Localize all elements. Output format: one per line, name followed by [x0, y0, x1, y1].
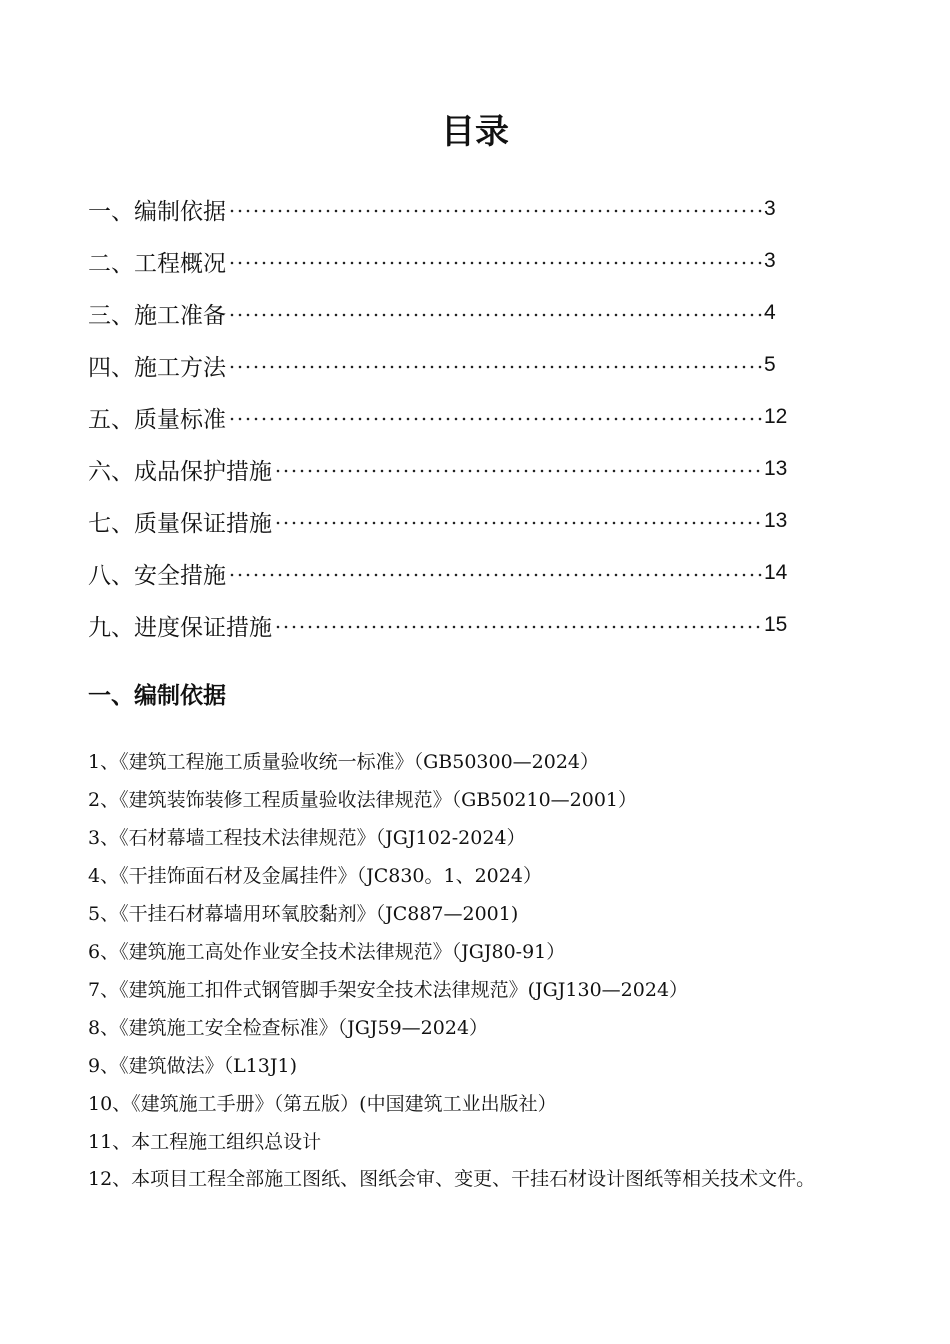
toc-entry[interactable]: [88, 495, 788, 547]
reference-item: 1、《建筑工程施工质量验收统一标准》（GB50300—2024）: [88, 751, 600, 773]
toc-entry-page: 4: [764, 301, 776, 324]
toc-dot-leader: [274, 469, 762, 473]
toc-dot-leader: [274, 521, 762, 525]
reference-list: [88, 743, 868, 1198]
toc-entry[interactable]: [88, 599, 788, 651]
toc-dot-leader: [274, 625, 762, 629]
reference-item: 5、《干挂石材幕墙用环氧胶黏剂》（JC887—2001): [88, 903, 519, 925]
toc-entry-page: 5: [764, 353, 776, 376]
reference-item: 2、《建筑装饰装修工程质量验收法律规范》（GB50210—2001）: [88, 789, 638, 811]
reference-item: 7、《建筑施工扣件式钢管脚手架安全技术法律规范》(JGJ130—2024）: [88, 979, 689, 1001]
toc-entry[interactable]: [88, 547, 788, 599]
toc-entry[interactable]: [88, 391, 788, 443]
toc-entry-label: 五、质量标准: [88, 406, 226, 433]
toc-entry-label: 三、施工准备: [88, 302, 226, 329]
toc-entry-page: 14: [764, 561, 788, 584]
toc-entry[interactable]: [88, 339, 788, 391]
toc-entry-label: 一、编制依据: [88, 198, 226, 225]
toc-entry-page: 13: [764, 509, 788, 532]
toc-entry[interactable]: [88, 443, 788, 495]
toc-entry-label: 四、施工方法: [88, 354, 226, 381]
toc-entry-page: 3: [764, 197, 776, 220]
toc-entry-page: 15: [764, 613, 788, 636]
toc-entry-label: 八、安全措施: [88, 562, 226, 589]
toc-entry-page: 12: [764, 405, 788, 428]
reference-item: 12、本项目工程全部施工图纸、图纸会审、变更、干挂石材设计图纸等相关技术文件。: [88, 1168, 816, 1190]
toc-dot-leader: [228, 573, 762, 577]
toc-dot-leader: [228, 261, 762, 265]
toc-entry[interactable]: [88, 287, 788, 339]
section-heading: 一、编制依据: [88, 683, 226, 709]
toc-entry-page: 3: [764, 249, 776, 272]
toc-entry-label: 七、质量保证措施: [88, 510, 272, 537]
toc-entry-label: 六、成品保护措施: [88, 458, 272, 485]
toc-dot-leader: [228, 417, 762, 421]
toc-dot-leader: [228, 209, 762, 213]
table-of-contents: [88, 183, 788, 651]
reference-item: 8、《建筑施工安全检查标准》（JGJ59—2024）: [88, 1017, 489, 1039]
reference-item: 10、《建筑施工手册》（第五版）(中国建筑工业出版社）: [88, 1093, 557, 1115]
toc-dot-leader: [228, 313, 762, 317]
toc-title: 目录: [441, 112, 509, 152]
reference-item: 6、《建筑施工高处作业安全技术法律规范》（JGJ80-91）: [88, 941, 566, 963]
toc-entry[interactable]: [88, 235, 788, 287]
toc-dot-leader: [228, 365, 762, 369]
reference-item: 4、《干挂饰面石材及金属挂件》（JC830。1、2024）: [88, 865, 542, 887]
toc-entry-label: 九、进度保证措施: [88, 614, 272, 641]
reference-item: 9、《建筑做法》（L13J1): [88, 1055, 298, 1077]
reference-item: 11、本工程施工组织总设计: [88, 1131, 322, 1153]
toc-entry-label: 二、工程概况: [88, 250, 226, 277]
toc-entry[interactable]: [88, 183, 788, 235]
toc-entry-page: 13: [764, 457, 788, 480]
reference-item: 3、《石材幕墙工程技术法律规范》（JGJ102-2024）: [88, 827, 526, 849]
